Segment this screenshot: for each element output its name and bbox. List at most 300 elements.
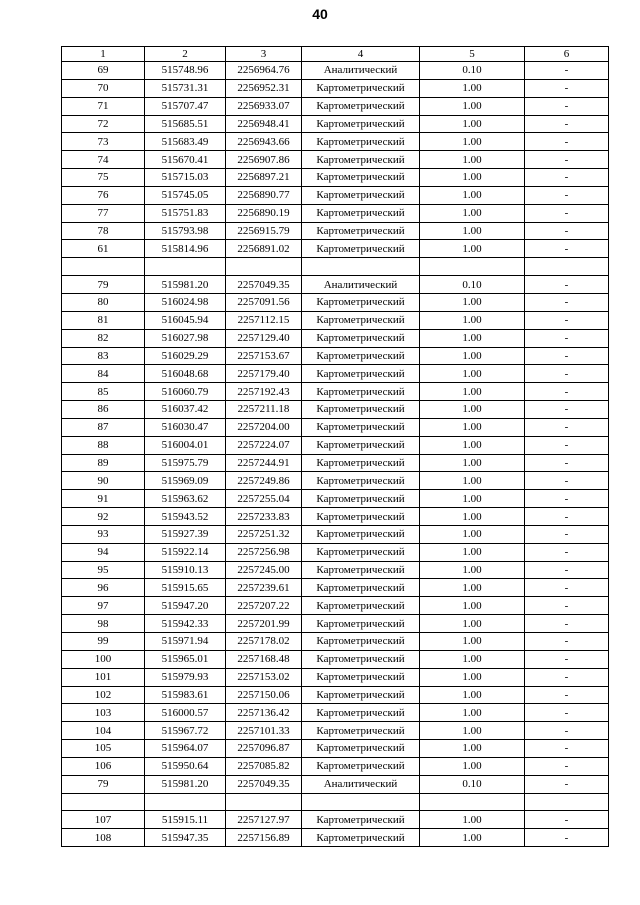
method-cell: Аналитический — [302, 276, 420, 294]
x-coordinate-cell: 515927.39 — [145, 525, 226, 543]
table-row — [62, 436, 609, 454]
table-row — [62, 633, 609, 651]
note-cell: - — [525, 151, 609, 169]
y-coordinate-cell: 2257085.82 — [226, 757, 302, 775]
accuracy-cell: 1.00 — [420, 650, 525, 668]
note-cell: - — [525, 436, 609, 454]
method-cell: Картометрический — [302, 79, 420, 97]
table-body — [62, 62, 609, 847]
method-cell: Картометрический — [302, 543, 420, 561]
y-coordinate-cell: 2257153.02 — [226, 668, 302, 686]
point-number-cell: 90 — [62, 472, 145, 490]
table-row — [62, 597, 609, 615]
note-cell: - — [525, 579, 609, 597]
method-cell: Картометрический — [302, 311, 420, 329]
accuracy-cell: 1.00 — [420, 704, 525, 722]
accuracy-cell: 1.00 — [420, 472, 525, 490]
point-number-cell: 79 — [62, 775, 145, 793]
column-header-2: 2 — [145, 47, 226, 62]
x-coordinate-cell: 515731.31 — [145, 79, 226, 97]
x-coordinate-cell: 515983.61 — [145, 686, 226, 704]
note-cell: - — [525, 347, 609, 365]
x-coordinate-cell: 515969.09 — [145, 472, 226, 490]
note-cell: - — [525, 418, 609, 436]
accuracy-cell: 1.00 — [420, 740, 525, 758]
table-row — [62, 365, 609, 383]
y-coordinate-cell: 2256907.86 — [226, 151, 302, 169]
note-cell: - — [525, 383, 609, 401]
method-cell: Картометрический — [302, 597, 420, 615]
y-coordinate-cell: 2257091.56 — [226, 293, 302, 311]
y-coordinate-cell: 2256964.76 — [226, 62, 302, 80]
x-coordinate-cell: 515685.51 — [145, 115, 226, 133]
y-coordinate-cell: 2257244.91 — [226, 454, 302, 472]
note-cell: - — [525, 401, 609, 419]
point-number-cell: 101 — [62, 668, 145, 686]
table-row — [62, 62, 609, 80]
accuracy-cell: 1.00 — [420, 329, 525, 347]
method-cell: Картометрический — [302, 365, 420, 383]
method-cell: Аналитический — [302, 62, 420, 80]
accuracy-cell: 1.00 — [420, 811, 525, 829]
accuracy-cell: 1.00 — [420, 757, 525, 775]
method-cell: Картометрический — [302, 829, 420, 847]
table-row — [62, 240, 609, 258]
method-cell: Картометрический — [302, 525, 420, 543]
accuracy-cell: 0.10 — [420, 775, 525, 793]
method-cell: Картометрический — [302, 508, 420, 526]
table-row — [62, 579, 609, 597]
table-row — [62, 740, 609, 758]
note-cell: - — [525, 633, 609, 651]
note-cell: - — [525, 240, 609, 258]
point-number-cell: 76 — [62, 186, 145, 204]
point-number-cell: 69 — [62, 62, 145, 80]
x-coordinate-cell: 515950.64 — [145, 757, 226, 775]
accuracy-cell: 1.00 — [420, 97, 525, 115]
table-row — [62, 97, 609, 115]
method-cell — [302, 258, 420, 276]
accuracy-cell: 1.00 — [420, 508, 525, 526]
method-cell: Картометрический — [302, 186, 420, 204]
x-coordinate-cell: 515715.03 — [145, 169, 226, 187]
x-coordinate-cell: 515964.07 — [145, 740, 226, 758]
method-cell: Картометрический — [302, 668, 420, 686]
note-cell: - — [525, 115, 609, 133]
x-coordinate-cell: 515947.35 — [145, 829, 226, 847]
point-number-cell: 87 — [62, 418, 145, 436]
point-number-cell: 80 — [62, 293, 145, 311]
note-cell: - — [525, 293, 609, 311]
table-row — [62, 311, 609, 329]
y-coordinate-cell: 2257201.99 — [226, 615, 302, 633]
column-header-4: 4 — [302, 47, 420, 62]
accuracy-cell: 1.00 — [420, 615, 525, 633]
y-coordinate-cell: 2257129.40 — [226, 329, 302, 347]
method-cell: Картометрический — [302, 151, 420, 169]
accuracy-cell: 1.00 — [420, 347, 525, 365]
note-cell: - — [525, 740, 609, 758]
x-coordinate-cell: 515979.93 — [145, 668, 226, 686]
x-coordinate-cell: 516037.42 — [145, 401, 226, 419]
y-coordinate-cell: 2257150.06 — [226, 686, 302, 704]
table-row — [62, 133, 609, 151]
note-cell: - — [525, 615, 609, 633]
table-row — [62, 169, 609, 187]
method-cell: Картометрический — [302, 133, 420, 151]
x-coordinate-cell: 515963.62 — [145, 490, 226, 508]
x-coordinate-cell: 515915.65 — [145, 579, 226, 597]
point-number-cell: 77 — [62, 204, 145, 222]
y-coordinate-cell: 2257207.22 — [226, 597, 302, 615]
y-coordinate-cell: 2256952.31 — [226, 79, 302, 97]
point-number-cell: 96 — [62, 579, 145, 597]
table-header-row — [62, 47, 609, 62]
x-coordinate-cell: 516024.98 — [145, 293, 226, 311]
accuracy-cell: 1.00 — [420, 222, 525, 240]
accuracy-cell: 0.10 — [420, 62, 525, 80]
table-row — [62, 329, 609, 347]
table-row — [62, 686, 609, 704]
table-row — [62, 508, 609, 526]
y-coordinate-cell: 2257156.89 — [226, 829, 302, 847]
table-row — [62, 222, 609, 240]
note-cell: - — [525, 508, 609, 526]
x-coordinate-cell: 516000.57 — [145, 704, 226, 722]
note-cell: - — [525, 811, 609, 829]
point-number-cell: 107 — [62, 811, 145, 829]
method-cell: Картометрический — [302, 740, 420, 758]
table-row — [62, 650, 609, 668]
method-cell: Картометрический — [302, 169, 420, 187]
note-cell: - — [525, 62, 609, 80]
note-cell: - — [525, 169, 609, 187]
table-row — [62, 151, 609, 169]
note-cell: - — [525, 561, 609, 579]
x-coordinate-cell: 515745.05 — [145, 186, 226, 204]
table-row — [62, 79, 609, 97]
point-number-cell: 84 — [62, 365, 145, 383]
note-cell: - — [525, 79, 609, 97]
accuracy-cell: 1.00 — [420, 454, 525, 472]
y-coordinate-cell: 2256890.77 — [226, 186, 302, 204]
point-number-cell: 99 — [62, 633, 145, 651]
method-cell: Картометрический — [302, 347, 420, 365]
table-row — [62, 775, 609, 793]
accuracy-cell — [420, 793, 525, 811]
x-coordinate-cell: 515915.11 — [145, 811, 226, 829]
x-coordinate-cell: 516060.79 — [145, 383, 226, 401]
y-coordinate-cell: 2256943.66 — [226, 133, 302, 151]
method-cell: Картометрический — [302, 436, 420, 454]
y-coordinate-cell: 2257251.32 — [226, 525, 302, 543]
y-coordinate-cell: 2257192.43 — [226, 383, 302, 401]
method-cell: Картометрический — [302, 650, 420, 668]
x-coordinate-cell: 516004.01 — [145, 436, 226, 454]
accuracy-cell: 1.00 — [420, 365, 525, 383]
accuracy-cell: 1.00 — [420, 79, 525, 97]
y-coordinate-cell: 2256891.02 — [226, 240, 302, 258]
table-row — [62, 454, 609, 472]
table-row — [62, 347, 609, 365]
accuracy-cell — [420, 258, 525, 276]
table-row — [62, 418, 609, 436]
y-coordinate-cell: 2257178.02 — [226, 633, 302, 651]
note-cell: - — [525, 722, 609, 740]
y-coordinate-cell: 2257224.07 — [226, 436, 302, 454]
y-coordinate-cell: 2256897.21 — [226, 169, 302, 187]
note-cell: - — [525, 329, 609, 347]
method-cell: Картометрический — [302, 561, 420, 579]
x-coordinate-cell: 515751.83 — [145, 204, 226, 222]
accuracy-cell: 1.00 — [420, 561, 525, 579]
table-row — [62, 811, 609, 829]
column-header-3: 3 — [226, 47, 302, 62]
note-cell — [525, 793, 609, 811]
note-cell: - — [525, 686, 609, 704]
accuracy-cell: 0.10 — [420, 276, 525, 294]
accuracy-cell: 1.00 — [420, 490, 525, 508]
method-cell: Картометрический — [302, 579, 420, 597]
method-cell: Картометрический — [302, 757, 420, 775]
point-number-cell: 104 — [62, 722, 145, 740]
x-coordinate-cell: 515922.14 — [145, 543, 226, 561]
note-cell: - — [525, 704, 609, 722]
accuracy-cell: 1.00 — [420, 311, 525, 329]
accuracy-cell: 1.00 — [420, 151, 525, 169]
x-coordinate-cell: 515683.49 — [145, 133, 226, 151]
note-cell: - — [525, 650, 609, 668]
table-row — [62, 490, 609, 508]
point-number-cell: 106 — [62, 757, 145, 775]
x-coordinate-cell: 515910.13 — [145, 561, 226, 579]
x-coordinate-cell: 516048.68 — [145, 365, 226, 383]
table-row — [62, 829, 609, 847]
y-coordinate-cell: 2257112.15 — [226, 311, 302, 329]
table-row — [62, 615, 609, 633]
point-number-cell: 81 — [62, 311, 145, 329]
method-cell: Картометрический — [302, 633, 420, 651]
table-row — [62, 383, 609, 401]
method-cell — [302, 793, 420, 811]
point-number-cell: 74 — [62, 151, 145, 169]
point-number-cell: 71 — [62, 97, 145, 115]
point-number-cell: 78 — [62, 222, 145, 240]
y-coordinate-cell: 2257136.42 — [226, 704, 302, 722]
method-cell: Картометрический — [302, 472, 420, 490]
note-cell: - — [525, 757, 609, 775]
y-coordinate-cell: 2257239.61 — [226, 579, 302, 597]
accuracy-cell: 1.00 — [420, 186, 525, 204]
y-coordinate-cell: 2256915.79 — [226, 222, 302, 240]
y-coordinate-cell: 2257049.35 — [226, 276, 302, 294]
point-number-cell: 89 — [62, 454, 145, 472]
method-cell: Картометрический — [302, 490, 420, 508]
table-row — [62, 722, 609, 740]
column-header-1: 1 — [62, 47, 145, 62]
note-cell: - — [525, 204, 609, 222]
x-coordinate-cell: 515814.96 — [145, 240, 226, 258]
accuracy-cell: 1.00 — [420, 436, 525, 454]
point-number-cell: 75 — [62, 169, 145, 187]
x-coordinate-cell: 515943.52 — [145, 508, 226, 526]
method-cell: Картометрический — [302, 418, 420, 436]
method-cell: Картометрический — [302, 401, 420, 419]
method-cell: Картометрический — [302, 686, 420, 704]
point-number-cell: 86 — [62, 401, 145, 419]
point-number-cell: 102 — [62, 686, 145, 704]
accuracy-cell: 1.00 — [420, 543, 525, 561]
x-coordinate-cell: 515981.20 — [145, 775, 226, 793]
accuracy-cell: 1.00 — [420, 240, 525, 258]
point-number-cell: 98 — [62, 615, 145, 633]
x-coordinate-cell: 516045.94 — [145, 311, 226, 329]
table-row — [62, 704, 609, 722]
y-coordinate-cell: 2257179.40 — [226, 365, 302, 383]
x-coordinate-cell — [145, 793, 226, 811]
accuracy-cell: 1.00 — [420, 668, 525, 686]
point-number-cell: 82 — [62, 329, 145, 347]
y-coordinate-cell: 2257211.18 — [226, 401, 302, 419]
table-row — [62, 204, 609, 222]
point-number-cell: 93 — [62, 525, 145, 543]
note-cell: - — [525, 668, 609, 686]
point-number-cell: 105 — [62, 740, 145, 758]
table-row — [62, 525, 609, 543]
x-coordinate-cell: 515748.96 — [145, 62, 226, 80]
table-row — [62, 543, 609, 561]
column-header-5: 5 — [420, 47, 525, 62]
method-cell: Картометрический — [302, 704, 420, 722]
x-coordinate-cell: 515947.20 — [145, 597, 226, 615]
note-cell: - — [525, 597, 609, 615]
method-cell: Картометрический — [302, 454, 420, 472]
method-cell: Картометрический — [302, 383, 420, 401]
coordinates-table — [61, 46, 609, 847]
y-coordinate-cell: 2257127.97 — [226, 811, 302, 829]
point-number-cell: 73 — [62, 133, 145, 151]
point-number-cell: 97 — [62, 597, 145, 615]
y-coordinate-cell: 2256890.19 — [226, 204, 302, 222]
accuracy-cell: 1.00 — [420, 133, 525, 151]
y-coordinate-cell: 2257096.87 — [226, 740, 302, 758]
y-coordinate-cell: 2257245.00 — [226, 561, 302, 579]
note-cell: - — [525, 276, 609, 294]
accuracy-cell: 1.00 — [420, 401, 525, 419]
accuracy-cell: 1.00 — [420, 115, 525, 133]
y-coordinate-cell — [226, 258, 302, 276]
method-cell: Картометрический — [302, 329, 420, 347]
note-cell — [525, 258, 609, 276]
y-coordinate-cell: 2257049.35 — [226, 775, 302, 793]
y-coordinate-cell: 2257256.98 — [226, 543, 302, 561]
x-coordinate-cell: 515971.94 — [145, 633, 226, 651]
accuracy-cell: 1.00 — [420, 383, 525, 401]
y-coordinate-cell: 2257168.48 — [226, 650, 302, 668]
note-cell: - — [525, 454, 609, 472]
x-coordinate-cell: 516029.29 — [145, 347, 226, 365]
table-row — [62, 472, 609, 490]
method-cell: Картометрический — [302, 222, 420, 240]
x-coordinate-cell: 516030.47 — [145, 418, 226, 436]
point-number-cell: 72 — [62, 115, 145, 133]
note-cell: - — [525, 222, 609, 240]
accuracy-cell: 1.00 — [420, 525, 525, 543]
note-cell: - — [525, 829, 609, 847]
method-cell: Картометрический — [302, 204, 420, 222]
method-cell: Картометрический — [302, 615, 420, 633]
page-number: 40 — [312, 6, 328, 22]
method-cell: Картометрический — [302, 115, 420, 133]
point-number-cell: 92 — [62, 508, 145, 526]
y-coordinate-cell: 2257101.33 — [226, 722, 302, 740]
note-cell: - — [525, 490, 609, 508]
point-number-cell — [62, 793, 145, 811]
x-coordinate-cell: 515707.47 — [145, 97, 226, 115]
note-cell: - — [525, 311, 609, 329]
y-coordinate-cell: 2256933.07 — [226, 97, 302, 115]
table-row — [62, 115, 609, 133]
point-number-cell: 103 — [62, 704, 145, 722]
method-cell: Картометрический — [302, 811, 420, 829]
table-row — [62, 258, 609, 276]
table-row — [62, 668, 609, 686]
accuracy-cell: 1.00 — [420, 579, 525, 597]
table-row — [62, 293, 609, 311]
note-cell: - — [525, 365, 609, 383]
point-number-cell: 70 — [62, 79, 145, 97]
table-row — [62, 186, 609, 204]
x-coordinate-cell — [145, 258, 226, 276]
point-number-cell: 91 — [62, 490, 145, 508]
table-row — [62, 276, 609, 294]
y-coordinate-cell — [226, 793, 302, 811]
y-coordinate-cell: 2257204.00 — [226, 418, 302, 436]
y-coordinate-cell: 2257233.83 — [226, 508, 302, 526]
table-row — [62, 401, 609, 419]
x-coordinate-cell: 515965.01 — [145, 650, 226, 668]
method-cell: Картометрический — [302, 240, 420, 258]
note-cell: - — [525, 186, 609, 204]
accuracy-cell: 1.00 — [420, 829, 525, 847]
point-number-cell: 85 — [62, 383, 145, 401]
note-cell: - — [525, 97, 609, 115]
point-number-cell: 108 — [62, 829, 145, 847]
point-number-cell — [62, 258, 145, 276]
x-coordinate-cell: 515967.72 — [145, 722, 226, 740]
method-cell: Аналитический — [302, 775, 420, 793]
column-header-6: 6 — [525, 47, 609, 62]
x-coordinate-cell: 515942.33 — [145, 615, 226, 633]
y-coordinate-cell: 2257249.86 — [226, 472, 302, 490]
point-number-cell: 95 — [62, 561, 145, 579]
accuracy-cell: 1.00 — [420, 418, 525, 436]
x-coordinate-cell: 515981.20 — [145, 276, 226, 294]
method-cell: Картометрический — [302, 722, 420, 740]
y-coordinate-cell: 2256948.41 — [226, 115, 302, 133]
point-number-cell: 100 — [62, 650, 145, 668]
note-cell: - — [525, 133, 609, 151]
accuracy-cell: 1.00 — [420, 633, 525, 651]
accuracy-cell: 1.00 — [420, 204, 525, 222]
note-cell: - — [525, 543, 609, 561]
table-row — [62, 793, 609, 811]
accuracy-cell: 1.00 — [420, 293, 525, 311]
point-number-cell: 79 — [62, 276, 145, 294]
x-coordinate-cell: 516027.98 — [145, 329, 226, 347]
point-number-cell: 88 — [62, 436, 145, 454]
note-cell: - — [525, 525, 609, 543]
